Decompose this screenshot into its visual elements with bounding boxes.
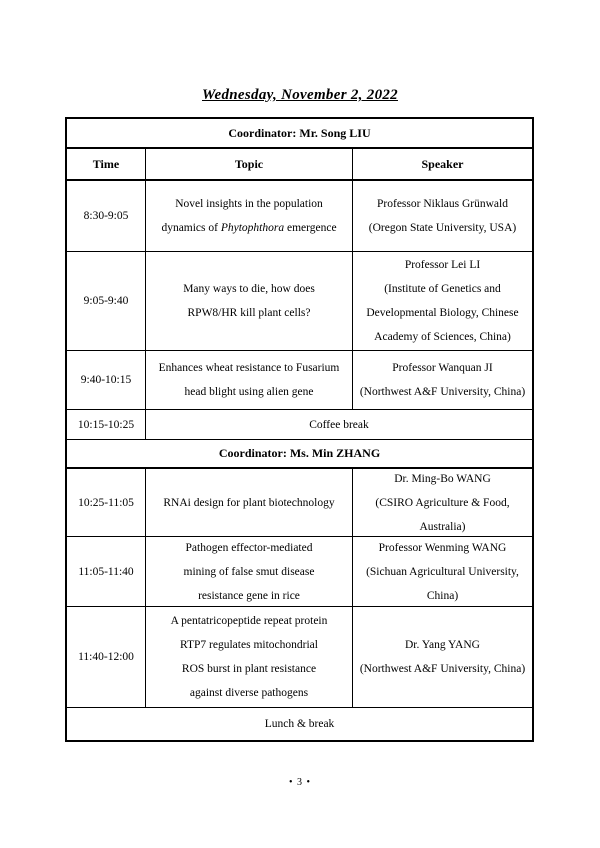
text-line [184, 560, 315, 584]
speaker-cell [353, 351, 532, 409]
text-line [180, 633, 318, 657]
text-line [379, 537, 507, 560]
text-segment: Enhances wheat resistance to Fusarium [158, 362, 340, 374]
text-segment: China) [426, 589, 459, 602]
text-segment: Dr. Yang YANG [405, 639, 480, 651]
text-segment: mining of false smut disease [183, 565, 315, 578]
text-segment: against diverse pathogens [189, 687, 309, 699]
topic-cell [146, 607, 353, 707]
time-cell: 11:40-12:00 [67, 607, 146, 707]
time-cell: 8:30-9:05 [67, 181, 146, 251]
topic-cell [146, 537, 353, 606]
text-segment: (Institute of Genetics and [384, 283, 501, 295]
speaker-cell [353, 537, 532, 606]
text-line [394, 469, 491, 491]
text-line [184, 380, 313, 404]
text-line [360, 657, 525, 681]
text-segment: Academy of Sciences, China) [374, 331, 511, 343]
text-segment: resistance gene in rice [198, 589, 300, 602]
text-segment: dynamics of [161, 222, 221, 234]
table-row-session [67, 252, 532, 351]
text-line [183, 277, 315, 301]
text-segment: (Sichuan Agricultural University, [366, 565, 519, 578]
table-row-header [67, 149, 532, 181]
text-segment: Australia) [419, 520, 466, 533]
text-segment: Developmental Biology, Chinese [366, 307, 519, 319]
topic-cell [146, 469, 353, 536]
text-segment: (Northwest A&F University, China) [359, 663, 526, 675]
text-line [427, 584, 458, 607]
text-line [360, 380, 525, 404]
text-segment: (Northwest A&F University, China) [359, 386, 526, 398]
column-header-speaker: Speaker [421, 156, 464, 171]
table-row-session [67, 469, 532, 537]
text-segment: RNAi design for plant biotechnology [163, 496, 335, 509]
text-line [374, 325, 511, 349]
column-header-time: Time [67, 149, 146, 179]
topic-cell [146, 252, 353, 350]
text-line [171, 609, 328, 633]
text-segment: Professor Niklaus Grünwald [377, 198, 508, 210]
text-segment: (Oregon State University, USA) [368, 222, 517, 234]
text-line [420, 515, 466, 537]
coordinator-banner: Coordinator: Ms. Min ZHANG [218, 446, 381, 460]
table-row-session [67, 537, 532, 607]
text-segment: Pathogen effector-mediated [185, 541, 313, 554]
table-row-session [67, 607, 532, 708]
text-line [384, 277, 501, 301]
text-segment: RPW8/HR kill plant cells? [187, 307, 311, 319]
text-line [369, 216, 516, 240]
speaker-cell [353, 252, 532, 350]
text-line [366, 301, 518, 325]
time-cell: 10:25-11:05 [67, 469, 146, 536]
text-line [377, 192, 508, 216]
text-line [198, 584, 300, 607]
text-line [405, 633, 480, 657]
speaker-cell [353, 181, 532, 251]
page-number: • 3 • [288, 777, 311, 788]
page-title: Wednesday, November 2, 2022 [202, 87, 398, 103]
table-row-banner [67, 440, 532, 469]
time-cell: 11:05-11:40 [67, 537, 146, 606]
italic-text: Phytophthora [220, 222, 285, 234]
text-line [161, 216, 336, 240]
table-row-session [67, 181, 532, 252]
speaker-cell [353, 607, 532, 707]
text-line [159, 356, 340, 380]
text-segment: head blight using alien gene [184, 386, 314, 398]
break-cell: Lunch & break [264, 718, 335, 730]
text-segment: RTP7 regulates mitochondrial [180, 639, 318, 651]
text-segment: Professor Wenming WANG [378, 541, 507, 554]
topic-cell [146, 351, 353, 409]
coordinator-banner: Coordinator: Mr. Song LIU [228, 125, 371, 140]
speaker-cell [353, 469, 532, 536]
text-line [182, 657, 316, 681]
text-line [188, 301, 311, 325]
table-row-merged [67, 410, 532, 440]
text-segment: Professor Wanquan JI [392, 362, 493, 374]
time-cell: 9:40-10:15 [67, 351, 146, 409]
table-row-full [67, 708, 532, 740]
time-cell: 10:15-10:25 [67, 410, 146, 439]
text-segment: Professor Lei LI [404, 259, 481, 271]
text-segment: ROS burst in plant resistance [181, 663, 317, 675]
text-segment: Novel insights in the population [175, 198, 323, 210]
text-segment: (CSIRO Agriculture & Food, [375, 496, 510, 509]
topic-cell [146, 181, 353, 251]
text-line [375, 491, 509, 515]
text-line [366, 560, 519, 584]
schedule-table [65, 117, 534, 742]
text-line [175, 192, 323, 216]
text-line [405, 253, 480, 277]
text-segment: emergence [284, 222, 337, 234]
table-row-banner [67, 119, 532, 149]
text-segment: Dr. Ming-Bo WANG [394, 472, 491, 485]
text-segment: Many ways to die, how does [183, 283, 315, 295]
break-cell: Coffee break [309, 418, 369, 431]
table-row-session [67, 351, 532, 410]
text-line [186, 537, 313, 560]
text-line [163, 491, 334, 515]
text-segment: A pentatricopeptide repeat protein [170, 615, 328, 627]
time-cell: 9:05-9:40 [67, 252, 146, 350]
text-line [392, 356, 492, 380]
text-line [190, 681, 308, 705]
column-header-topic: Topic [146, 149, 353, 179]
